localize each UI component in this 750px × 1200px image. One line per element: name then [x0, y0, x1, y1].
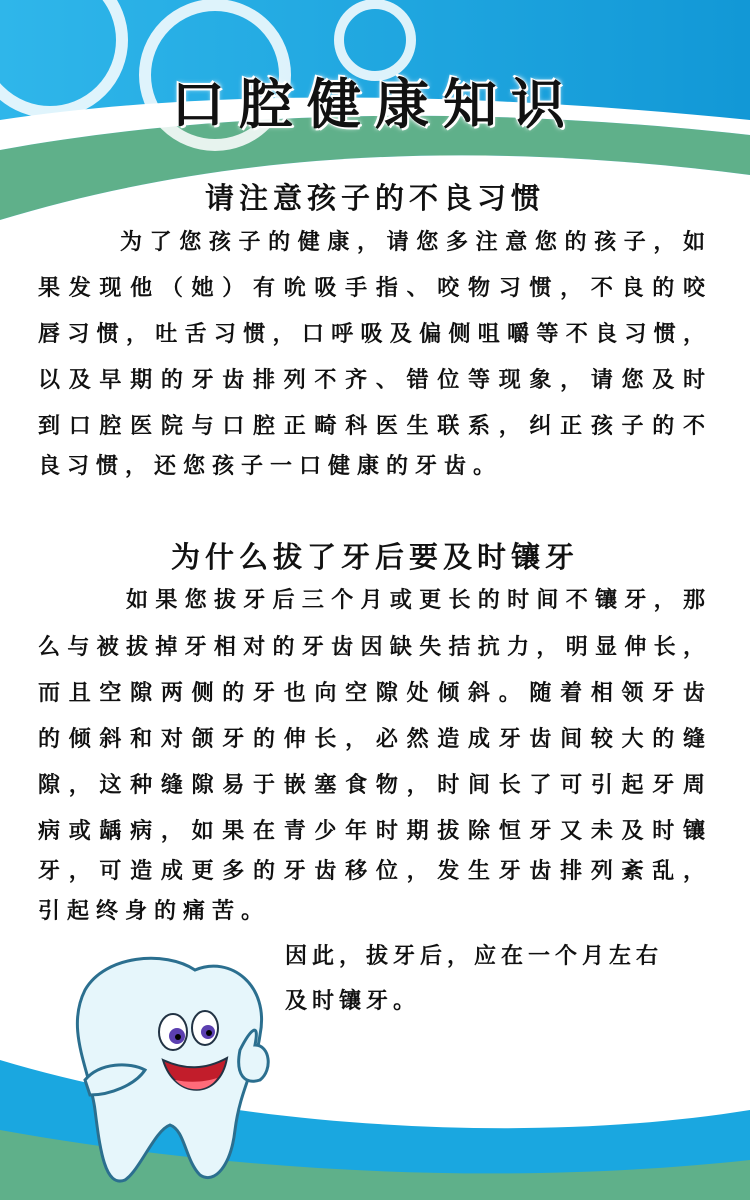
paragraph-line: 果发现他（她）有吮吸手指、咬物习惯，不良的咬 [38, 276, 705, 301]
paragraph-line: 以及早期的牙齿排列不齐、错位等现象，请您及时 [38, 368, 705, 393]
paragraph-line: 良习惯，还您孩子一口健康的牙齿。 [38, 454, 503, 479]
paragraph-line: 如果您拔牙后三个月或更长的时间不镶牙，那 [126, 588, 705, 613]
paragraph-line: 病或龋病，如果在青少年时期拔除恒牙又未及时镶 [38, 819, 705, 844]
cartoon-tooth-illustration [55, 950, 285, 1190]
paragraph-line: 牙，可造成更多的牙齿移位，发生牙齿排列紊乱， [38, 859, 705, 884]
section-heading-denture: 为什么拔了牙后要及时镶牙 [170, 540, 579, 574]
paragraph-line: 的倾斜和对颌牙的伸长，必然造成牙齿间较大的缝 [38, 727, 705, 752]
paragraph-line: 么与被拔掉牙相对的牙齿因缺失拮抗力，明显伸长， [38, 635, 705, 660]
poster-title: 口腔健康知识 [171, 73, 579, 136]
paragraph-line: 到口腔医院与口腔正畸科医生联系，纠正孩子的不 [38, 414, 705, 439]
section-heading-bad-habits: 请注意孩子的不良习惯 [204, 181, 545, 215]
paragraph-line: 引起终身的痛苦。 [38, 899, 271, 924]
paragraph-line: 隙，这种缝隙易于嵌塞食物，时间长了可引起牙周 [38, 773, 705, 798]
conclusion-line: 及时镶牙。 [285, 989, 421, 1014]
paragraph-line: 而且空隙两侧的牙也向空隙处倾斜。随着相领牙齿 [38, 681, 705, 706]
conclusion-line: 因此，拔牙后，应在一个月左右 [285, 944, 664, 969]
paragraph-line: 为了您孩子的健康，请您多注意您的孩子，如 [120, 230, 705, 255]
paragraph-line: 唇习惯，吐舌习惯，口呼吸及偏侧咀嚼等不良习惯， [38, 322, 705, 347]
